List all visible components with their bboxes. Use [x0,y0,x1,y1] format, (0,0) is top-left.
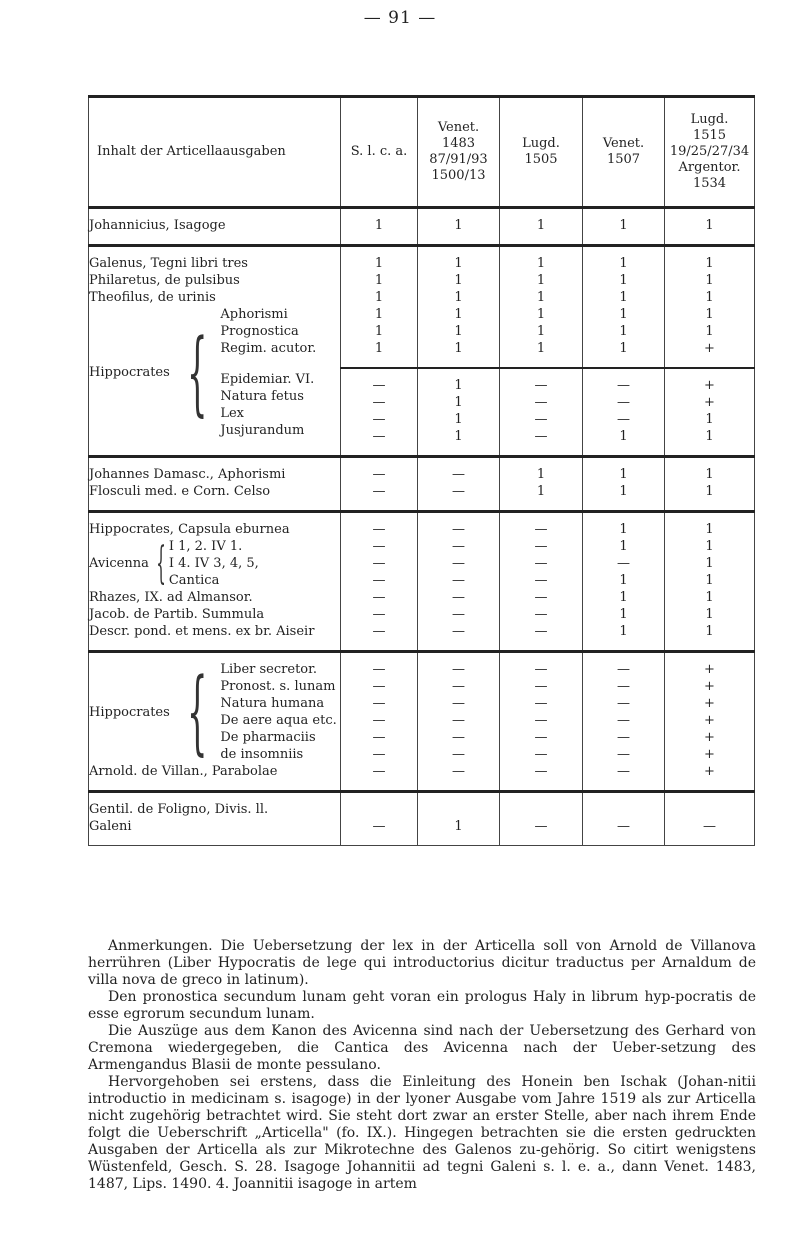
page-number: — 91 — [363,8,437,28]
header-lugd-1515: Lugd. 1515 19/25/27/34 Argentor. 1534 [665,97,755,208]
header-venet-1507: Venet. 1507 [583,97,665,208]
note-paragraph: Die Auszüge aus dem Kanon des Avicenna sind nach der Uebersetzung des Gerhard von Cremona wiedergegeben, die Cantica des Avicenna nach der Ueber-setzung des Armengandus Blasii de monte pessulano. [88,1023,756,1073]
header-lugd-1505: Lugd. 1505 [500,97,583,208]
hippocrates-brace-group-2: Hippocrates { Liber secretor. Pronost. s. lunam Natura humana De aere aqua etc. De pharmaciis de insomniis [89,658,337,765]
group-galenus-hippocrates: Galenus, Tegni libri tres Philaretus, de pulsibus Theofilus, de urinis Hippocrates { Aphorismi Prognostica Regim. acutor. Epidemiar. VI. Natura fetus Lex Jusjurandum 1 1 1 1 1 1 1 1 1 1 1 1 1 1 1 1 1 1 1 1 1 1 1 1 1 1 1 1 1 + [89,246,755,369]
header-venet-1483: Venet. 1483 87/91/93 1500/13 [418,97,500,208]
table-header-row [89,97,755,208]
brace-icon: { [186,318,208,426]
note-paragraph: Den pronostica secundum lunam geht voran ein prologus Haly in librum hyp-pocratis de esse egrorum secundum lunam. [88,989,756,1022]
annotations [88,938,756,1193]
note-paragraph: Hervorgehoben sei erstens, dass die Einleitung des Honein ben Ischak (Johan-nitii introductio in medicinam s. isagoge) in der lyoner Ausgabe vom Jahre 1519 als zur Articella nicht zugehörig betrachtet wird. Sie steht dort zwar an erster Stelle, aber nach ihrem Ende folgt die Ueberschrift „Articella" (fo. IX.). Hingegen betrachten sie die ersten gedruckten Ausgaben der Articella als zur Mikrotechne des Galenos zu-gehörig. So citirt wenigstens Wüstenfeld, Gesch. S. 28. Isagoge Johannitii ad tegni Galeni s. l. e. a., dann Venet. 1483, 1487, Lips. 1490. 4. Joannitii isagoge in artem [88,1074,756,1192]
group-johannicius: Johannicius, Isagoge 1 1 1 1 1 [89,208,755,246]
header-s-l-c-a: S. l. c. a. [341,97,418,208]
avicenna-brace-group: Avicenna { I 1, 2. IV 1. I 4. IV 3, 4, 5, Cantica [89,537,259,589]
hippocrates-brace-group: Hippocrates { Aphorismi Prognostica Regim. acutor. Epidemiar. VI. Natura fetus Lex Jusjurandum [89,307,317,438]
group-hippocrates-epidemiar: — — — — 1 1 1 1 — — — — — — — 1 + + 1 1 [89,368,755,457]
articella-table [88,95,755,846]
brace-icon: { [186,658,208,765]
row-label: Johannicius, Isagoge [89,218,226,233]
brace-icon: { [155,537,166,589]
group-avicenna: Hippocrates, Capsula eburnea Avicenna { I 1, 2. IV 1. I 4. IV 3, 4, 5, Cantica Rhazes, IX. ad Almansor. Jacob. de Partib. Summula Descr. pond. et mens. ex br. Aiseir — — — — — — — — — — — — — — — — — — — — — 1 1 — 1 1 1 1 1 1 1 1 1 1 1 [89,512,755,652]
note-paragraph: Anmerkungen. Die Uebersetzung der lex in der Articella soll von Arnold de Villanova herrühren (Liber Hypocratis de lege qui introductorius dicitur traductus per Arnaldum de villa nova de greco in latinum). [88,938,756,988]
header-contents: Inhalt der Articellaausgaben [89,97,341,208]
group-hippocrates-liber-secretor: Hippocrates { Liber secretor. Pronost. s. lunam Natura humana De aere aqua etc. De pharmaciis de insomniis Arnold. de Villan., Parabolae — — — — — — — — — — — — — — — — — — — — — — — — — — — — + + + + + + + [89,652,755,792]
group-gentil-de-foligno: Gentil. de Foligno, Divis. ll. Galeni — 1 — — — [89,792,755,846]
group-johannes-damasc: Johannes Damasc., Aphorismi Flosculi med. e Corn. Celso — — — — 1 1 1 1 1 1 [89,457,755,512]
